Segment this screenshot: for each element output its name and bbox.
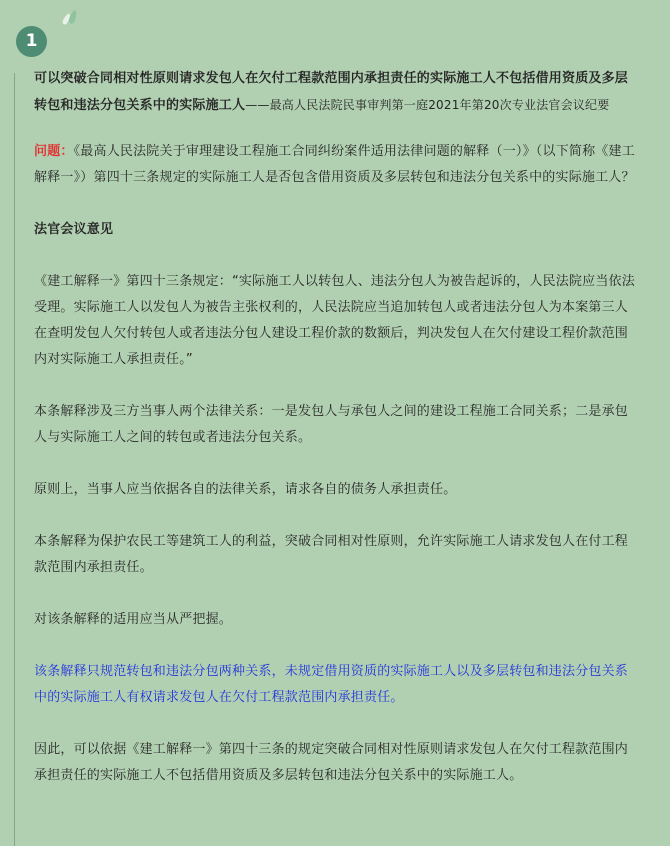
paragraph-conclusion: 因此，可以依据《建工解释一》第四十三条的规定突破合同相对性原则请求发包人在欠付工程款范围内承担责任的实际施工人不包括借用资质及多层转包和违法分包关系中的实际施工人。 (34, 742, 629, 783)
opinion-heading: 法官会议意见 (34, 222, 114, 237)
paragraph-article-43: 《建工解释一》第四十三条规定：“实际施工人以转包人、违法分包人为被告起诉的，人民法院应当依法受理。实际施工人以发包人为被告主张权利的，人民法院应当追加转包人或者违法分包人为本案第三人在查明发包人欠付转包人或者违法分包人建设工程价款的数额后，判决发包人在欠付建设工程价款范围内对实际施工人承担责任。” (34, 274, 635, 367)
article-title-source: ——最高人民法院民事审判第一庭2021年第20次专业法官会议纪要 (245, 98, 610, 112)
paragraph-principle: 原则上，当事人应当依据各自的法律关系，请求各自的债务人承担责任。 (34, 482, 457, 497)
question-label: 问题： (34, 144, 74, 159)
paragraph-legal-relations: 本条解释涉及三方当事人两个法律关系：一是发包人与承包人之间的建设工程施工合同关系；二是承包人与实际施工人之间的转包或者违法分包关系。 (34, 404, 629, 445)
paragraph-scope-highlight: 该条解释只规范转包和违法分包两种关系，未规定借用资质的实际施工人以及多层转包和违法分包关系中的实际施工人有权请求发包人在欠付工程款范围内承担责任。 (34, 664, 629, 705)
article-title-text: 可以突破合同相对性原则请求发包人在欠付工程款范围内承担责任的实际施工人不包括借用资质及多层转包和违法分包关系中的实际施工人 (34, 71, 629, 113)
question-text: 《最高人民法院关于审理建设工程施工合同纠纷案件适用法律问题的解释（一）》（以下简称《建工解释一》）第四十三条规定的实际施工人是否包含借用资质及多层转包和违法分包关系中的实际施工人？ (34, 144, 635, 185)
paragraph-protection: 本条解释为保护农民工等建筑工人的利益，突破合同相对性原则，允许实际施工人请求发包人在付工程款范围内承担责任。 (34, 534, 629, 575)
paragraph-strict-application: 对该条解释的适用应当从严把握。 (34, 612, 233, 627)
question-paragraph (34, 139, 640, 191)
section-number-badge: 1 (16, 26, 47, 57)
leaf-decoration-icon (68, 9, 78, 24)
left-border-line (14, 73, 15, 846)
article-body (34, 66, 640, 789)
article-title (34, 66, 640, 119)
